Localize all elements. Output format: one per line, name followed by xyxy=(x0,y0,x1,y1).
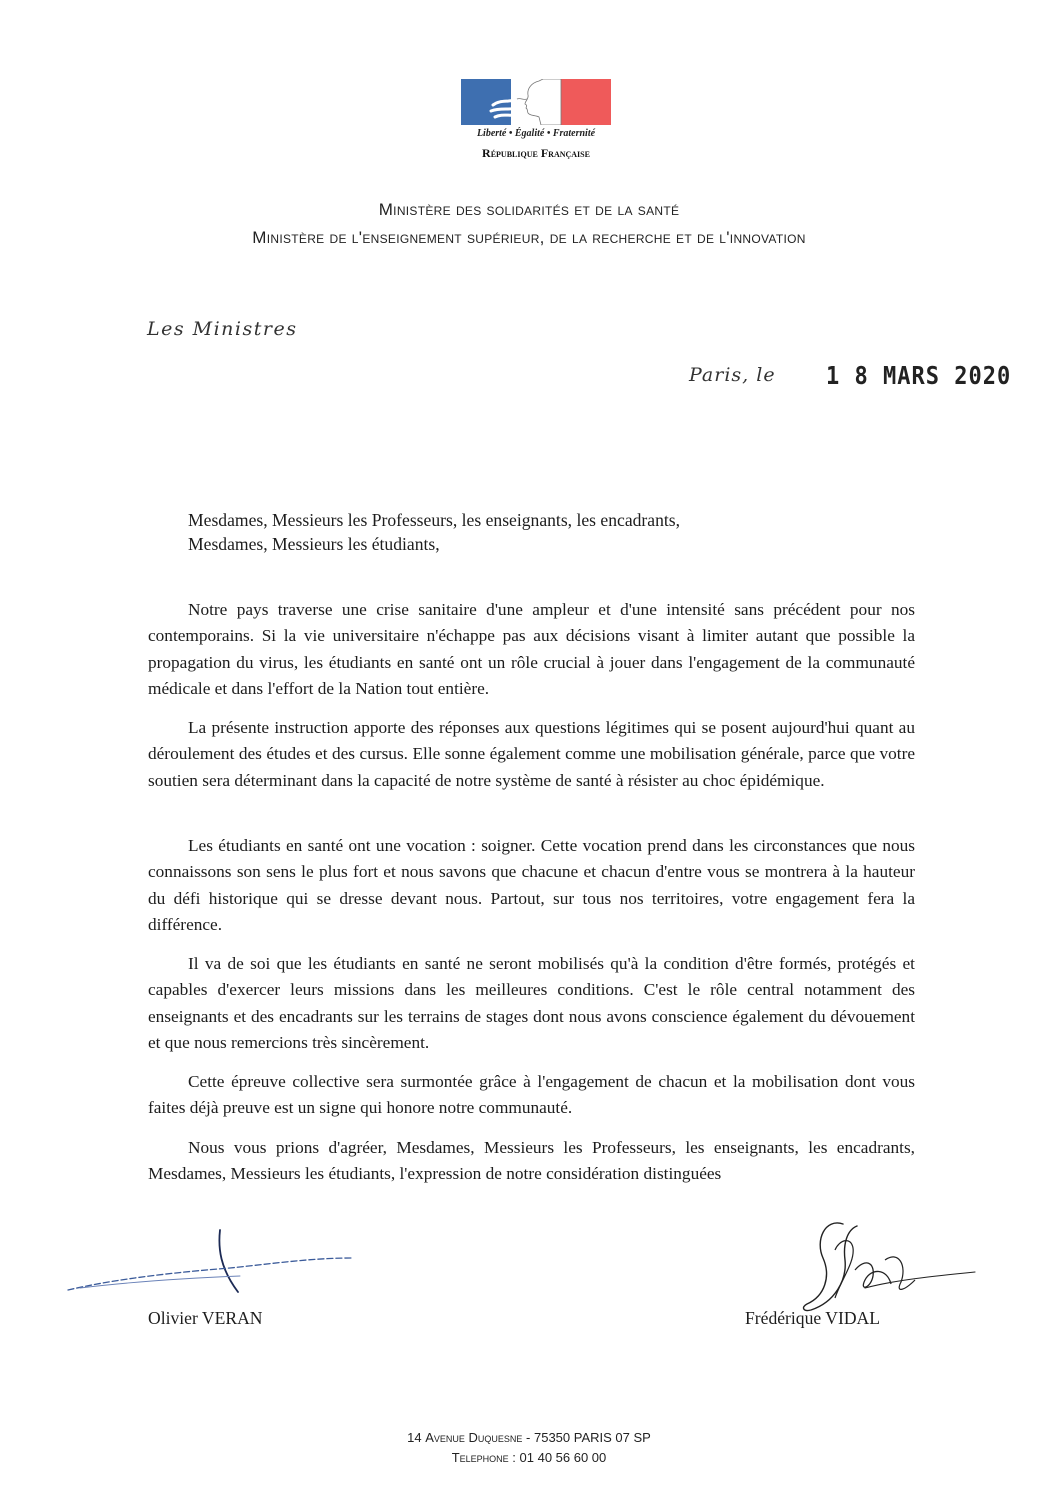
body-paragraph: Notre pays traverse une crise sanitaire d'une ampleur et d'une intensité sans précédent pour nos contemporains. Si la vie universitaire n'échappe pas aux décisions visant à limiter autant que possible la propagation du virus, les étudiants en santé ont un rôle crucial à jouer dans l'engagement de la communauté médicale et dans l'effort de la Nation tout entière. xyxy=(148,600,915,698)
phone-label: Telephone xyxy=(451,1450,509,1465)
ministry-higher-education: Ministère de l'enseignement supérieur, de la recherche et de l'innovation xyxy=(252,228,806,247)
footer-address xyxy=(0,1430,1058,1445)
ministry-health: Ministère des solidarités et de la santé xyxy=(378,200,680,219)
body-paragraph: La présente instruction apporte des réponses aux questions légitimes qui se posent aujourd'hui quant au déroulement des études et des cursus. Elle sonne également comme une mobilisation générale, parce que votre soutien sera déterminant dans la capacité de notre système de santé à résister au choc épidémique. xyxy=(148,718,915,790)
letter-date: 1 8 MARS 2020 xyxy=(826,362,1012,391)
republic-motto: Liberté • Égalité • Fraternité xyxy=(476,128,596,139)
body-paragraph: Les étudiants en santé ont une vocation : soigner. Cette vocation prend dans les circonstances que nous connaissons son sens le plus fort et nous savons que chacune et chacun d'entre vous se montrera à la hauteur du défi historique qui se dresse devant nous. Partout, sur tous nos territoires, votre engagement fera la différence. xyxy=(148,836,915,934)
body-paragraph: Il va de soi que les étudiants en santé ne seront mobilisés qu'à la condition d'être formés, protégés et capables d'exercer leurs missions dans les meilleures conditions. C'est le rôle central notamment des enseignants et des encadrants sur les terrains de stages dont nous avons conscience également du dévouement et que nous remercions très sincèrement. xyxy=(148,954,915,1052)
address-number: 14 xyxy=(407,1430,426,1445)
salutation xyxy=(188,508,908,556)
ministers-heading: Les Ministres xyxy=(147,318,298,340)
body-paragraph: Nous vous prions d'agréer, Mesdames, Messieurs les Professeurs, les enseignants, les encadrants, Mesdames, Messieurs les étudiants, l'expression de notre considération distinguées xyxy=(148,1138,915,1184)
signer-name-left: Olivier VERAN xyxy=(148,1308,263,1328)
signer-name-right: Frédérique VIDAL xyxy=(745,1308,881,1328)
place-label: Paris, le xyxy=(689,364,776,386)
signature-veran-icon xyxy=(60,1228,360,1313)
phone-number: : 01 40 56 60 00 xyxy=(508,1450,607,1465)
salutation-line: Mesdames, Messieurs les étudiants, xyxy=(188,534,440,554)
address-city: - 75350 PARIS 07 SP xyxy=(522,1430,651,1445)
salutation-line: Mesdames, Messieurs les Professeurs, les enseignants, les encadrants, xyxy=(188,510,681,530)
republic-name: République Française xyxy=(482,146,590,160)
footer-phone xyxy=(0,1450,1058,1465)
address-street: Avenue Duquesne xyxy=(425,1430,523,1445)
body-paragraph: Cette épreuve collective sera surmontée grâce à l'engagement de chacun et la mobilisation dont vous faites déjà preuve est un signe qui honore notre communauté. xyxy=(148,1072,915,1118)
